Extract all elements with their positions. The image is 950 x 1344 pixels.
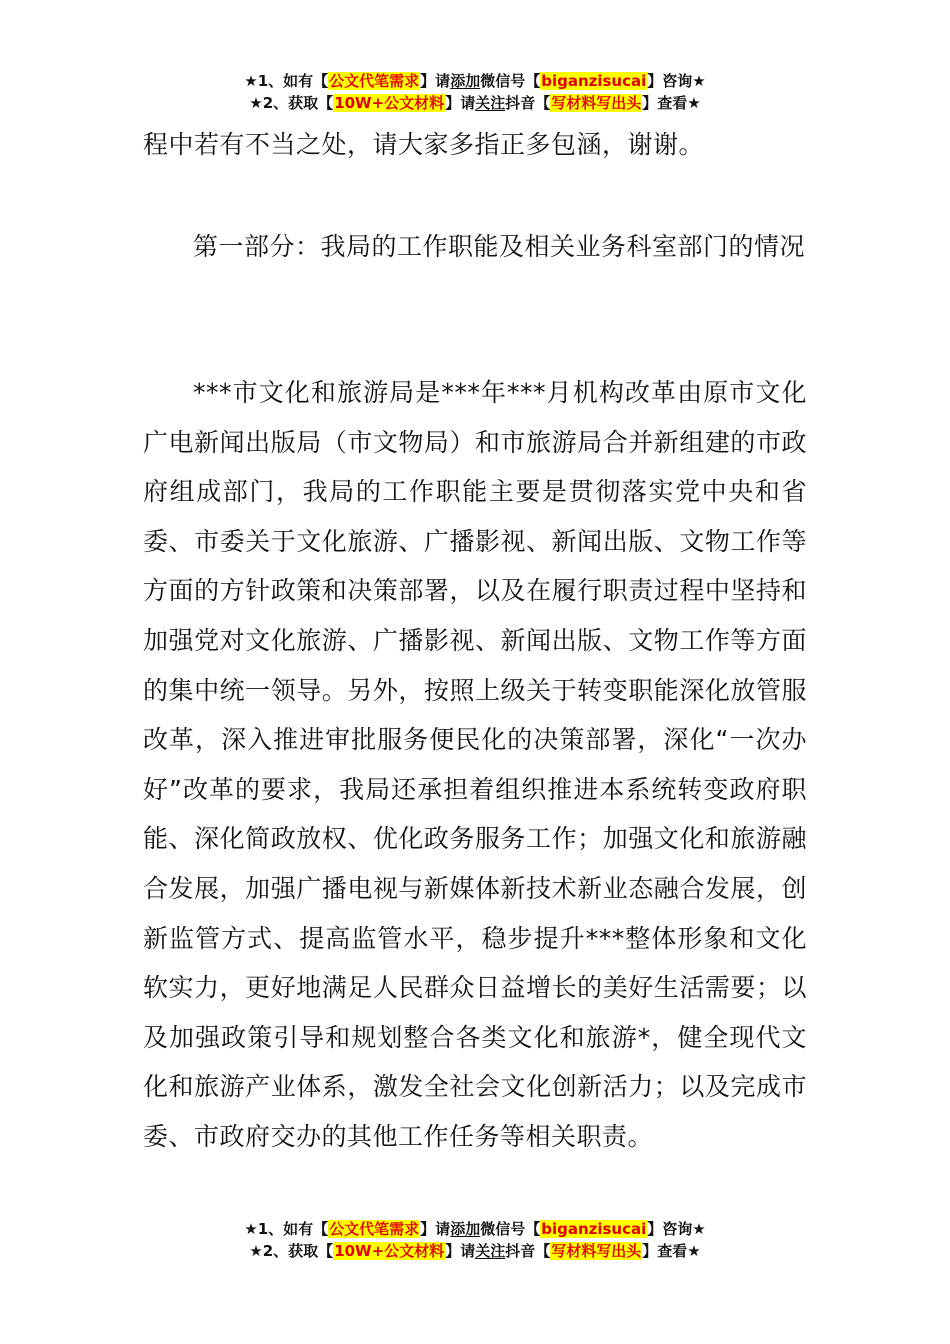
promo-text: ★1、如有【 (244, 72, 329, 90)
promo-banner-top (0, 70, 950, 114)
promo-underlined-text: 关注 (475, 1242, 506, 1260)
promo-underlined-text: 添加 (450, 72, 481, 90)
promo-banner-bottom (0, 1218, 950, 1262)
promo-text: ★2、获取【 (249, 1242, 334, 1260)
promo-text: 】查看★ (642, 94, 701, 112)
douyin-id-highlight: 写材料写出头 (551, 1242, 642, 1260)
promo-text: ★1、如有【 (244, 1220, 329, 1238)
promo-line-2 (0, 92, 950, 114)
promo-line-2 (0, 1240, 950, 1262)
promo-highlight: 10W+公文材料 (334, 94, 445, 112)
promo-line-1 (0, 1218, 950, 1240)
promo-underlined-text: 添加 (450, 1220, 481, 1238)
promo-text: 】请 (420, 72, 451, 90)
promo-text: 】咨询★ (647, 1220, 706, 1238)
promo-text: 】查看★ (642, 1242, 701, 1260)
promo-text: 微信号【 (480, 72, 541, 90)
promo-text: 】请 (445, 94, 476, 112)
promo-text: 】请 (445, 1242, 476, 1260)
promo-line-1 (0, 70, 950, 92)
douyin-id-highlight: 写材料写出头 (551, 94, 642, 112)
promo-text: 微信号【 (480, 1220, 541, 1238)
promo-text: 抖音【 (505, 94, 551, 112)
promo-highlight: 10W+公文材料 (334, 1242, 445, 1260)
promo-text: ★2、获取【 (249, 94, 334, 112)
promo-highlight: 公文代笔需求 (329, 1220, 420, 1238)
promo-text: 】请 (420, 1220, 451, 1238)
wechat-id-highlight: biganzisucai (541, 1220, 647, 1238)
promo-highlight: 公文代笔需求 (329, 72, 420, 90)
wechat-id-highlight: biganzisucai (541, 72, 647, 90)
main-paragraph: ***市文化和旅游局是***年***月机构改革由原市文化广电新闻出版局（市文物局）和市旅游局合并新组建的市政府组成部门，我局的工作职能主要是贯彻落实党中央和省委、市委关于文化旅游、广播影视、新闻出版、文物工作等方面的方针政策和决策部署，以及在履行职责过程中坚持和加强党对文化旅游、广播影视、新闻出版、文物工作等方面的集中统一领导。另外，按照上级关于转变职能深化放管服改革，深入推进审批服务便民化的决策部署，深化“一次办好”改革的要求，我局还承担着组织推进本系统转变政府职能、深化简政放权、优化政务服务工作；加强文化和旅游融合发展，加强广播电视与新媒体新技术新业态融合发展，创新监管方式、提高监管水平，稳步提升***整体形象和文化软实力，更好地满足人民群众日益增长的美好生活需要；以及加强政策引导和规划整合各类文化和旅游*，健全现代文化和旅游产业体系，激发全社会文化创新活力；以及完成市委、市政府交办的其他工作任务等相关职责。 (143, 378, 807, 1151)
promo-underlined-text: 关注 (475, 94, 506, 112)
intro-paragraph-end: 程中若有不当之处，请大家多指正多包涵，谢谢。 (143, 130, 705, 159)
promo-text: 抖音【 (505, 1242, 551, 1260)
promo-text: 】咨询★ (647, 72, 706, 90)
section-heading: 第一部分：我局的工作职能及相关业务科室部门的情况 (193, 232, 806, 261)
